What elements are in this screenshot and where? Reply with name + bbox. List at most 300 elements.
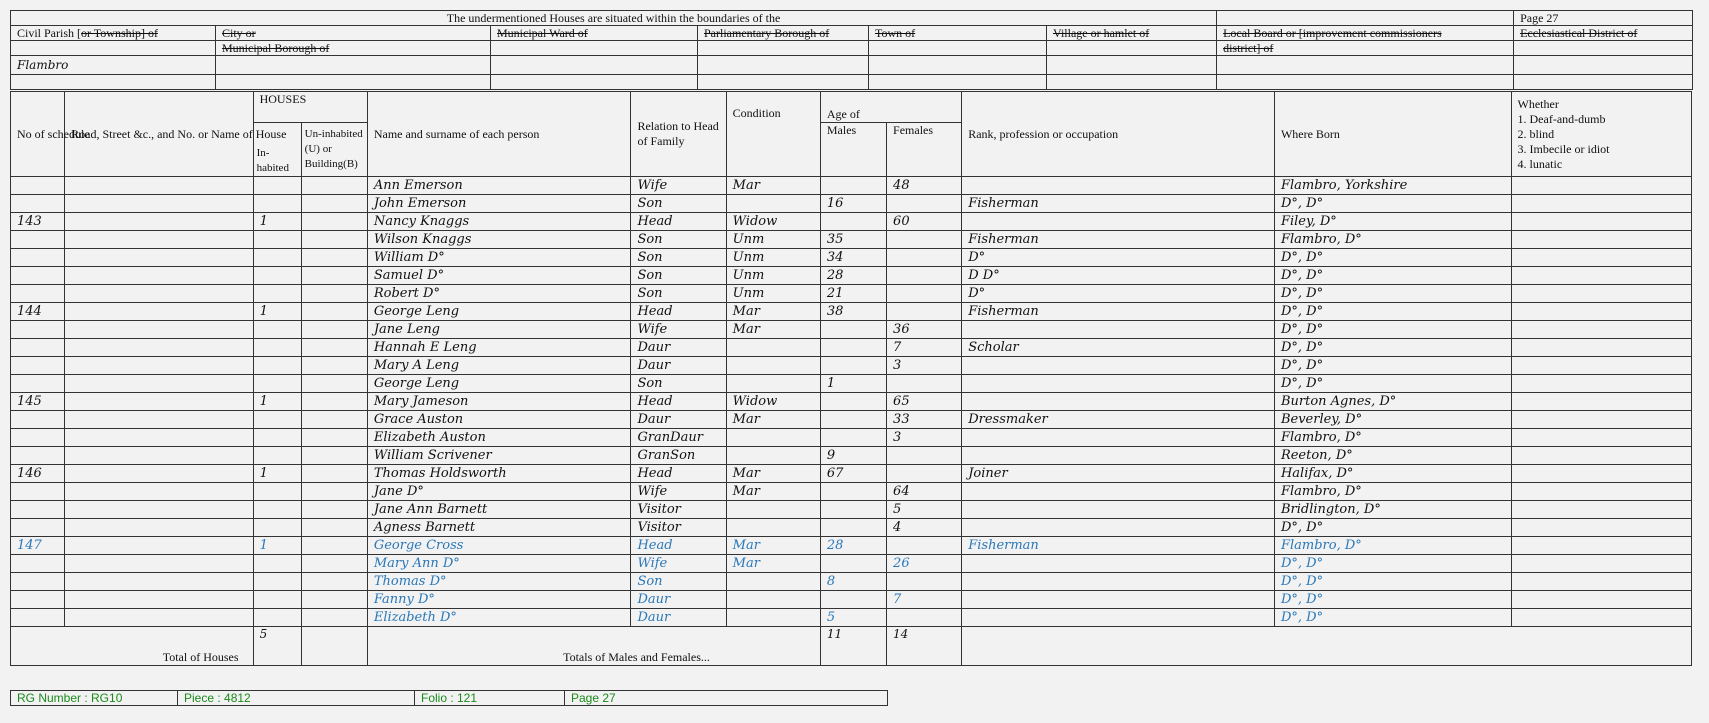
condition-cell: Widow: [726, 393, 820, 411]
inhabited-cell: [253, 483, 301, 501]
uninhabited-cell: [301, 411, 367, 429]
uninhabited-cell: [301, 249, 367, 267]
table-row: [11, 303, 1692, 321]
occupation-cell: D°: [962, 285, 1275, 303]
females-cell: 48: [887, 177, 962, 195]
table-row: [11, 267, 1692, 285]
col-relation: Relation to Head of Family: [631, 92, 726, 177]
occupation-cell: D°: [962, 249, 1275, 267]
road-cell: [65, 537, 253, 555]
whether-cell: [1511, 249, 1691, 267]
whether-2: 2. blind: [1517, 126, 1555, 141]
occupation-cell: [962, 429, 1275, 447]
name-cell: Elizabeth D°: [367, 609, 631, 627]
inhabited-cell: [253, 411, 301, 429]
condition-cell: Mar: [726, 177, 820, 195]
condition-cell: [726, 591, 820, 609]
condition-cell: [726, 447, 820, 465]
inhabited-cell: [253, 519, 301, 537]
males-cell: 9: [820, 447, 886, 465]
whether-cell: [1511, 537, 1691, 555]
schedule-cell: [11, 339, 65, 357]
schedule-cell: [11, 573, 65, 591]
col-road: Road, Street &c., and No. or Name of House: [65, 92, 253, 177]
table-row: [11, 519, 1692, 537]
name-cell: Thomas Holdsworth: [367, 465, 631, 483]
uninhabited-cell: [301, 321, 367, 339]
females-cell: [887, 375, 962, 393]
road-cell: [65, 321, 253, 339]
page-number: Page 27: [565, 691, 888, 706]
occupation-cell: [962, 591, 1275, 609]
rg-number: RG Number : RG10: [11, 691, 178, 706]
name-cell: William Scrivener: [367, 447, 631, 465]
table-row: [11, 447, 1692, 465]
whether-cell: [1511, 267, 1691, 285]
males-cell: [820, 501, 886, 519]
born-cell: D°, D°: [1274, 357, 1511, 375]
name-cell: Elizabeth Auston: [367, 429, 631, 447]
name-cell: John Emerson: [367, 195, 631, 213]
uninhabited-cell: [301, 195, 367, 213]
occupation-cell: [962, 375, 1275, 393]
whether-cell: [1511, 375, 1691, 393]
whether-cell: [1511, 339, 1691, 357]
table-row: [11, 357, 1692, 375]
whether-cell: [1511, 555, 1691, 573]
females-cell: 5: [887, 501, 962, 519]
females-cell: 3: [887, 357, 962, 375]
road-cell: [65, 447, 253, 465]
occupation-cell: [962, 501, 1275, 519]
relation-cell: Head: [631, 213, 726, 231]
road-cell: [65, 195, 253, 213]
occupation-cell: [962, 519, 1275, 537]
born-cell: D°, D°: [1274, 321, 1511, 339]
females-cell: [887, 609, 962, 627]
whether-cell: [1511, 177, 1691, 195]
relation-cell: Son: [631, 249, 726, 267]
name-cell: Samuel D°: [367, 267, 631, 285]
schedule-cell: [11, 447, 65, 465]
name-cell: George Cross: [367, 537, 631, 555]
col-males: Males: [820, 123, 886, 177]
road-cell: [65, 267, 253, 285]
road-cell: [65, 483, 253, 501]
schedule-cell: [11, 249, 65, 267]
table-row: [11, 465, 1692, 483]
road-cell: [65, 393, 253, 411]
females-cell: [887, 285, 962, 303]
inhabited-cell: 1: [253, 465, 301, 483]
inhabited-cell: [253, 573, 301, 591]
local-board-label-2: district] of: [1217, 41, 1514, 56]
census-sheet: [10, 10, 1692, 666]
relation-cell: Wife: [631, 483, 726, 501]
road-cell: [65, 609, 253, 627]
males-cell: [820, 555, 886, 573]
name-cell: Agness Barnett: [367, 519, 631, 537]
occupation-cell: [962, 213, 1275, 231]
uninhabited-cell: [301, 609, 367, 627]
inhabited-cell: [253, 231, 301, 249]
uninhabited-cell: [301, 447, 367, 465]
occupation-cell: Joiner: [962, 465, 1275, 483]
inhabited-cell: 1: [253, 537, 301, 555]
blank-cell: [11, 41, 216, 56]
uninhabited-cell: [301, 591, 367, 609]
females-cell: 64: [887, 483, 962, 501]
born-cell: Burton Agnes, D°: [1274, 393, 1511, 411]
born-cell: Halifax, D°: [1274, 465, 1511, 483]
whether-cell: [1511, 609, 1691, 627]
inhabited-cell: [253, 591, 301, 609]
females-cell: [887, 537, 962, 555]
whether-cell: [1511, 303, 1691, 321]
whether-cell: [1511, 321, 1691, 339]
relation-cell: Visitor: [631, 501, 726, 519]
occupation-cell: Fisherman: [962, 195, 1275, 213]
schedule-cell: [11, 591, 65, 609]
table-row: [11, 231, 1692, 249]
table-row: [11, 429, 1692, 447]
males-cell: [820, 177, 886, 195]
table-row: [11, 375, 1692, 393]
whether-cell: [1511, 591, 1691, 609]
uninhabited-cell: [301, 375, 367, 393]
whether-cell: [1511, 501, 1691, 519]
table-row: [11, 591, 1692, 609]
born-cell: D°, D°: [1274, 195, 1511, 213]
condition-cell: [726, 339, 820, 357]
road-cell: [65, 465, 253, 483]
schedule-cell: [11, 357, 65, 375]
uninhabited-cell: [301, 483, 367, 501]
town-label: Town of: [869, 26, 1047, 41]
males-cell: [820, 483, 886, 501]
males-cell: [820, 321, 886, 339]
table-row: [11, 411, 1692, 429]
name-cell: Thomas D°: [367, 573, 631, 591]
name-cell: Jane Leng: [367, 321, 631, 339]
col-age-of: Age of: [820, 92, 961, 123]
inhabited-cell: [253, 285, 301, 303]
uninhabited-cell: [301, 501, 367, 519]
parl-label: Parliamentary Borough of: [698, 26, 869, 41]
occupation-cell: [962, 573, 1275, 591]
table-row: [11, 537, 1692, 555]
condition-cell: Unm: [726, 249, 820, 267]
condition-cell: Widow: [726, 213, 820, 231]
schedule-cell: 145: [11, 393, 65, 411]
males-cell: [820, 411, 886, 429]
condition-cell: Unm: [726, 231, 820, 249]
blank-cell: [962, 627, 1692, 666]
born-cell: Flambro, Yorkshire: [1274, 177, 1511, 195]
condition-cell: Unm: [726, 267, 820, 285]
whether-cell: [1511, 465, 1691, 483]
relation-cell: Wife: [631, 321, 726, 339]
road-cell: [65, 249, 253, 267]
condition-cell: [726, 429, 820, 447]
born-cell: Flambro, D°: [1274, 483, 1511, 501]
uninhabited-cell: [301, 303, 367, 321]
road-cell: [65, 591, 253, 609]
females-cell: 3: [887, 429, 962, 447]
blank-cell: [1217, 11, 1514, 26]
road-cell: [65, 303, 253, 321]
uninhabited-cell: [301, 555, 367, 573]
table-row: [11, 555, 1692, 573]
condition-cell: [726, 501, 820, 519]
name-cell: Jane Ann Barnett: [367, 501, 631, 519]
condition-cell: Unm: [726, 285, 820, 303]
inhabited-cell: [253, 555, 301, 573]
inhabited-cell: [253, 249, 301, 267]
occupation-cell: [962, 555, 1275, 573]
road-cell: [65, 357, 253, 375]
born-cell: Flambro, D°: [1274, 537, 1511, 555]
uninhabited-cell: [301, 213, 367, 231]
condition-cell: Mar: [726, 411, 820, 429]
schedule-cell: [11, 429, 65, 447]
occupation-cell: [962, 447, 1275, 465]
col-houses: HOUSES: [253, 92, 367, 123]
females-cell: [887, 303, 962, 321]
col-inhabited: In-habited: [253, 123, 301, 177]
inhabited-cell: [253, 375, 301, 393]
parish-value: Flambro: [11, 56, 216, 75]
males-cell: 28: [820, 267, 886, 285]
males-cell: 38: [820, 303, 886, 321]
whether-cell: [1511, 447, 1691, 465]
whether-cell: [1511, 393, 1691, 411]
uninhabited-cell: [301, 339, 367, 357]
col-name: Name and surname of each person: [367, 92, 631, 177]
table-row: [11, 177, 1692, 195]
schedule-cell: [11, 285, 65, 303]
inhabited-cell: [253, 447, 301, 465]
uninhabited-cell: [301, 519, 367, 537]
name-cell: Wilson Knaggs: [367, 231, 631, 249]
name-cell: Jane D°: [367, 483, 631, 501]
total-houses-value: 5: [253, 627, 301, 666]
males-cell: [820, 213, 886, 231]
whether-cell: [1511, 573, 1691, 591]
uninhabited-cell: [301, 285, 367, 303]
whether-cell: [1511, 483, 1691, 501]
schedule-cell: [11, 555, 65, 573]
born-cell: D°, D°: [1274, 555, 1511, 573]
inhabited-cell: [253, 501, 301, 519]
uninhabited-cell: [301, 357, 367, 375]
uninhabited-cell: [301, 267, 367, 285]
relation-cell: GranSon: [631, 447, 726, 465]
condition-cell: [726, 609, 820, 627]
relation-cell: Daur: [631, 357, 726, 375]
born-cell: Reeton, D°: [1274, 447, 1511, 465]
ward-label: Municipal Ward of: [491, 26, 698, 41]
schedule-cell: 147: [11, 537, 65, 555]
reference-footer: [10, 690, 888, 706]
females-total: 14: [887, 627, 962, 666]
males-cell: 8: [820, 573, 886, 591]
born-cell: D°, D°: [1274, 249, 1511, 267]
uninhabited-cell: [301, 465, 367, 483]
males-cell: [820, 429, 886, 447]
relation-cell: Visitor: [631, 519, 726, 537]
condition-cell: [726, 573, 820, 591]
road-cell: [65, 375, 253, 393]
whether-4: 4. lunatic: [1517, 156, 1563, 171]
schedule-cell: [11, 375, 65, 393]
condition-cell: Mar: [726, 483, 820, 501]
born-cell: Bridlington, D°: [1274, 501, 1511, 519]
uninhabited-cell: [301, 231, 367, 249]
whether-3: 3. Imbecile or idiot: [1517, 141, 1610, 156]
relation-cell: Head: [631, 303, 726, 321]
born-cell: Flambro, D°: [1274, 429, 1511, 447]
condition-cell: [726, 195, 820, 213]
whether-1: 1. Deaf-and-dumb: [1517, 111, 1606, 126]
road-cell: [65, 339, 253, 357]
eccl-label: Ecclesiastical District of: [1514, 26, 1693, 41]
inhabited-cell: 1: [253, 303, 301, 321]
relation-cell: Daur: [631, 609, 726, 627]
table-row: [11, 573, 1692, 591]
uninhabited-cell: [301, 573, 367, 591]
village-label: Village or hamlet of: [1047, 26, 1217, 41]
road-cell: [65, 411, 253, 429]
table-row: [11, 321, 1692, 339]
schedule-cell: 143: [11, 213, 65, 231]
males-cell: [820, 357, 886, 375]
occupation-cell: Dressmaker: [962, 411, 1275, 429]
occupation-cell: Fisherman: [962, 303, 1275, 321]
schedule-cell: [11, 609, 65, 627]
whether-cell: [1511, 285, 1691, 303]
whether-cell: [1511, 213, 1691, 231]
uninhabited-cell: [301, 177, 367, 195]
schedule-cell: [11, 231, 65, 249]
occupation-cell: Fisherman: [962, 537, 1275, 555]
relation-cell: Daur: [631, 339, 726, 357]
males-cell: 16: [820, 195, 886, 213]
relation-cell: Son: [631, 573, 726, 591]
condition-cell: [726, 357, 820, 375]
relation-cell: GranDaur: [631, 429, 726, 447]
schedule-cell: [11, 195, 65, 213]
inhabited-cell: [253, 267, 301, 285]
occupation-cell: Scholar: [962, 339, 1275, 357]
table-row: [11, 285, 1692, 303]
road-cell: [65, 429, 253, 447]
civil-parish-label: Civil Parish [or Township] of: [11, 26, 216, 41]
females-cell: [887, 231, 962, 249]
males-cell: [820, 393, 886, 411]
boundaries-text: The undermentioned Houses are situated within the boundaries of the: [11, 11, 1217, 26]
relation-cell: Son: [631, 375, 726, 393]
inhabited-cell: [253, 339, 301, 357]
inhabited-cell: 1: [253, 393, 301, 411]
condition-cell: Mar: [726, 537, 820, 555]
relation-cell: Daur: [631, 411, 726, 429]
table-row: [11, 501, 1692, 519]
col-females: Females: [887, 123, 962, 177]
males-cell: 1: [820, 375, 886, 393]
city-label: City or: [216, 26, 491, 41]
inhabited-cell: [253, 357, 301, 375]
born-cell: D°, D°: [1274, 267, 1511, 285]
schedule-cell: [11, 411, 65, 429]
males-cell: 67: [820, 465, 886, 483]
females-cell: 4: [887, 519, 962, 537]
inhabited-cell: [253, 321, 301, 339]
folio-number: Folio : 121: [415, 691, 565, 706]
females-cell: 36: [887, 321, 962, 339]
name-cell: William D°: [367, 249, 631, 267]
table-row: [11, 213, 1692, 231]
schedule-cell: [11, 483, 65, 501]
condition-cell: Mar: [726, 465, 820, 483]
uninhabited-cell: [301, 393, 367, 411]
relation-cell: Son: [631, 195, 726, 213]
name-cell: Nancy Knaggs: [367, 213, 631, 231]
inhabited-cell: [253, 195, 301, 213]
occupation-cell: Fisherman: [962, 231, 1275, 249]
occupation-cell: [962, 357, 1275, 375]
name-cell: Mary Ann D°: [367, 555, 631, 573]
whether-cell: [1511, 231, 1691, 249]
condition-cell: Mar: [726, 555, 820, 573]
females-cell: [887, 465, 962, 483]
relation-cell: Wife: [631, 555, 726, 573]
occupation-cell: [962, 609, 1275, 627]
females-cell: [887, 195, 962, 213]
females-cell: [887, 573, 962, 591]
males-cell: 5: [820, 609, 886, 627]
females-cell: 65: [887, 393, 962, 411]
totals-mf-label: Totals of Males and Females...: [367, 627, 820, 666]
road-cell: [65, 231, 253, 249]
relation-cell: Son: [631, 231, 726, 249]
males-cell: [820, 339, 886, 357]
name-cell: Fanny D°: [367, 591, 631, 609]
males-cell: [820, 519, 886, 537]
col-uninhabited: Un-inhabited (U) or Building(B): [301, 123, 367, 177]
occupation-cell: [962, 393, 1275, 411]
born-cell: D°, D°: [1274, 591, 1511, 609]
females-cell: 26: [887, 555, 962, 573]
relation-cell: Daur: [631, 591, 726, 609]
uninhabited-cell: [301, 429, 367, 447]
road-cell: [65, 519, 253, 537]
born-cell: D°, D°: [1274, 573, 1511, 591]
condition-cell: [726, 519, 820, 537]
occupation-cell: [962, 177, 1275, 195]
city-label-2: Municipal Borough of: [216, 41, 491, 56]
name-cell: Robert D°: [367, 285, 631, 303]
whether-cell: [1511, 357, 1691, 375]
table-row: [11, 339, 1692, 357]
table-row: [11, 195, 1692, 213]
local-board-label: Local Board or [improvement commissioners: [1217, 26, 1514, 41]
relation-cell: Head: [631, 537, 726, 555]
females-cell: 60: [887, 213, 962, 231]
table-row: [11, 393, 1692, 411]
born-cell: D°, D°: [1274, 519, 1511, 537]
females-cell: 7: [887, 339, 962, 357]
